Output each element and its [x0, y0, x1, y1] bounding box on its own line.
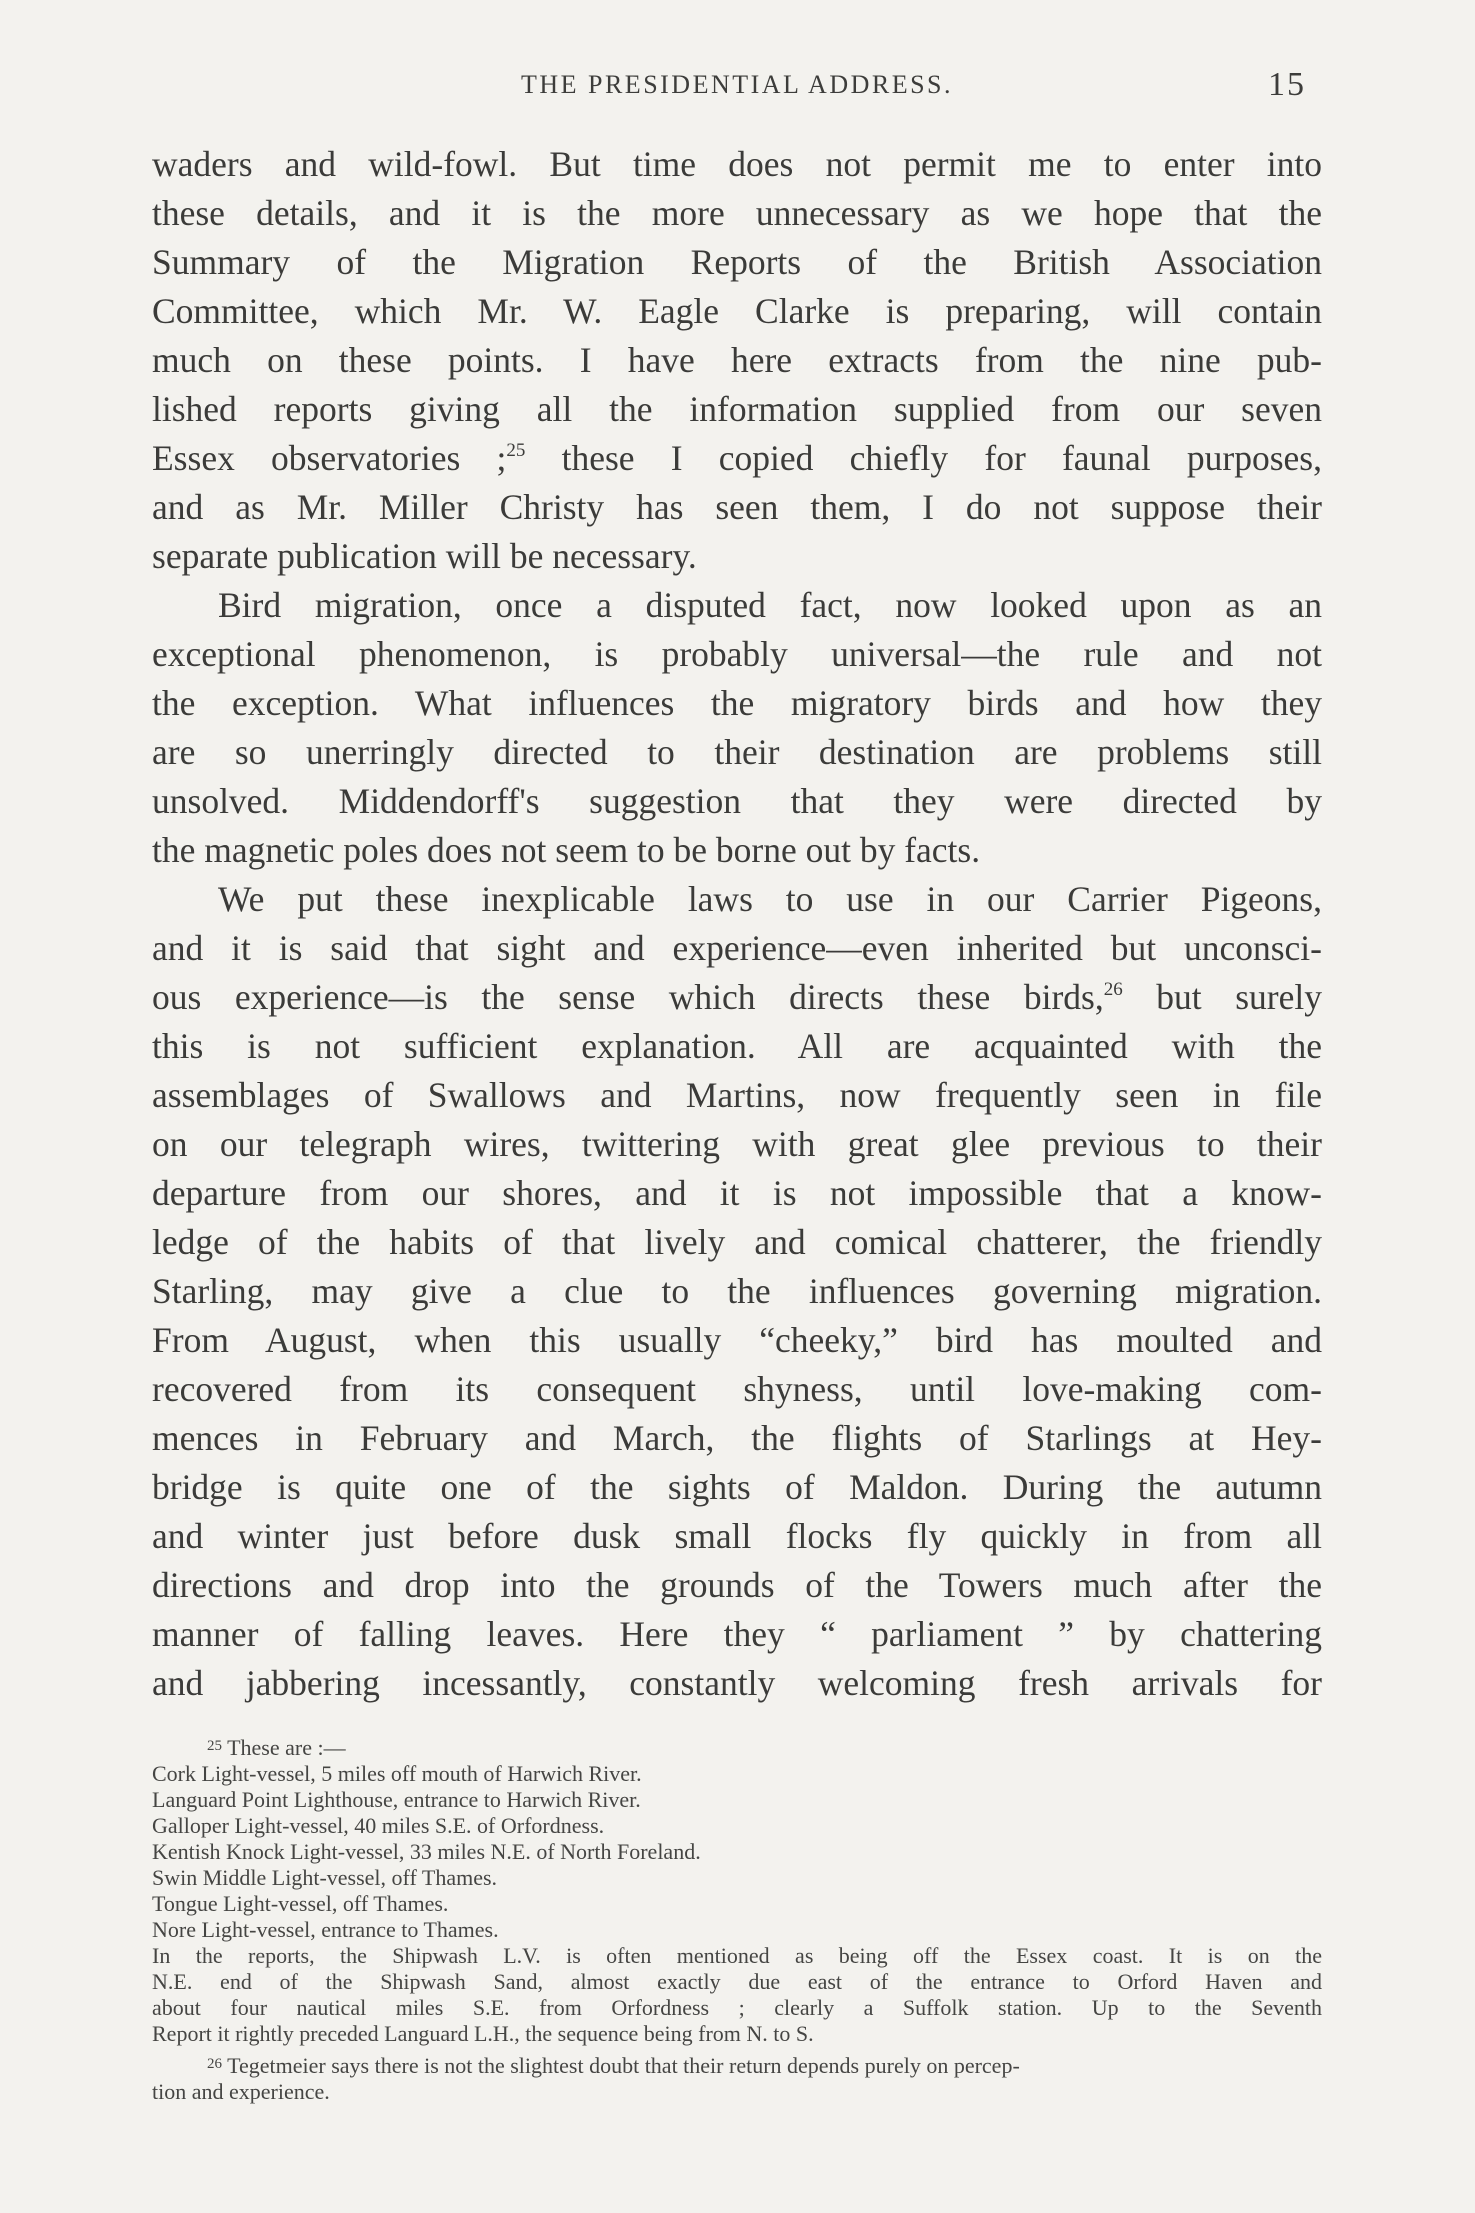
text-line: and jabbering incessantly, constantly welcoming fresh arrivals for: [152, 1663, 1322, 1703]
text-line: [152, 434, 1322, 483]
lightship-entry: Kentish Knock Light-vessel, 33 miles N.E. of North Foreland.: [152, 1839, 701, 1864]
text-line: waders and wild-fowl. But time does not permit me to enter into: [152, 144, 1322, 184]
footnote-note-line: about four nautical miles S.E. from Orfordness ; clearly a Suffolk station. Up to the Seventh: [152, 1995, 1322, 2020]
text-line: Starling, may give a clue to the influences governing migration.: [152, 1271, 1322, 1311]
footnote-25: [152, 1735, 1322, 2047]
text-line: mences in February and March, the flights of Starlings at Hey-: [152, 1418, 1322, 1458]
text-line: recovered from its consequent shyness, until love-making com-: [152, 1369, 1322, 1409]
line-segment: ous experience—is the sense which directs these birds,: [152, 977, 1104, 1017]
text-line: From August, when this usually “cheeky,” bird has moulted and: [152, 1320, 1322, 1360]
footnote-note-line: N.E. end of the Shipwash Sand, almost exactly due east of the entrance to Orford Haven and: [152, 1969, 1322, 1994]
body-text: [152, 140, 1322, 1708]
lightship-entry: Galloper Light-vessel, 40 miles S.E. of Orfordness.: [152, 1813, 605, 1838]
paragraph-first-line: We put these inexplicable laws to use in our Carrier Pigeons,: [218, 879, 1322, 919]
lightship-entry: Nore Light-vessel, entrance to Thames.: [152, 1917, 499, 1942]
text-line: and it is said that sight and experience—even inherited but unconsci-: [152, 928, 1322, 968]
text-line: much on these points. I have here extracts from the nine pub-: [152, 340, 1322, 380]
text-line: departure from our shores, and it is not impossible that a know-: [152, 1173, 1322, 1213]
footnote-note-line: Report it rightly preceded Languard L.H., the sequence being from N. to S.: [152, 2021, 814, 2046]
footnote-text-line: [152, 2053, 1322, 2079]
lightship-entry: Swin Middle Light-vessel, off Thames.: [152, 1865, 498, 1890]
text-line: manner of falling leaves. Here they “ parliament ” by chattering: [152, 1614, 1322, 1654]
text-line: Committee, which Mr. W. Eagle Clarke is preparing, will contain: [152, 291, 1322, 331]
footnote-marker: 25: [207, 1738, 222, 1754]
text-line: on our telegraph wires, twittering with great glee previous to their: [152, 1124, 1322, 1164]
running-title: THE PRESIDENTIAL ADDRESS.: [520, 70, 954, 99]
text-line: Summary of the Migration Reports of the British Association: [152, 242, 1322, 282]
text-line: these details, and it is the more unnecessary as we hope that the: [152, 193, 1322, 233]
text-line: directions and drop into the grounds of the Towers much after the: [152, 1565, 1322, 1605]
running-head: [152, 66, 1322, 110]
footnote-text: These are :—: [222, 1735, 346, 1760]
lightship-entry: Cork Light-vessel, 5 miles off mouth of Harwich River.: [152, 1761, 642, 1786]
footnote-intro: [152, 1735, 1322, 1761]
footnote-marker: 26: [207, 2056, 222, 2072]
text-line: this is not sufficient explanation. All are acquainted with the: [152, 1026, 1322, 1066]
text-line: the magnetic poles does not seem to be borne out by facts.: [152, 830, 981, 870]
line-segment: these I copied chiefly for faunal purposes,: [525, 438, 1322, 478]
text-line: ledge of the habits of that lively and comical chatterer, the friendly: [152, 1222, 1322, 1262]
text-line: separate publication will be necessary.: [152, 536, 697, 576]
text-line: and as Mr. Miller Christy has seen them, I do not suppose their: [152, 487, 1322, 527]
text-line: bridge is quite one of the sights of Maldon. During the autumn: [152, 1467, 1322, 1507]
lightship-entry: Tongue Light-vessel, off Thames.: [152, 1891, 449, 1916]
text-line: and winter just before dusk small flocks fly quickly in from all: [152, 1516, 1322, 1556]
text-line: are so unerringly directed to their destination are problems still: [152, 732, 1322, 772]
footnotes: [152, 1735, 1322, 2105]
footnote-reference-25[interactable]: 25: [506, 440, 526, 461]
footnote-reference-26[interactable]: 26: [1103, 979, 1123, 1000]
text-line: [152, 973, 1322, 1022]
paragraph-first-line: Bird migration, once a disputed fact, now looked upon as an: [218, 585, 1322, 625]
text-line: exceptional phenomenon, is probably universal—the rule and not: [152, 634, 1322, 674]
footnote-text-line: tion and experience.: [152, 2079, 330, 2104]
lightship-entry: Languard Point Lighthouse, entrance to Harwich River.: [152, 1787, 641, 1812]
footnote-text: Tegetmeier says there is not the slightest doubt that their return depends purely on percep-: [222, 2053, 1020, 2078]
text-line: the exception. What influences the migratory birds and how they: [152, 683, 1322, 723]
line-segment: but surely: [1122, 977, 1322, 1017]
text-line: lished reports giving all the information supplied from our seven: [152, 389, 1322, 429]
footnote-note-line: In the reports, the Shipwash L.V. is often mentioned as being off the Essex coast. It is on the: [152, 1943, 1322, 1968]
text-line: unsolved. Middendorff's suggestion that they were directed by: [152, 781, 1322, 821]
footnote-26: [152, 2053, 1322, 2105]
page-number: 15: [1268, 66, 1306, 103]
text-line: assemblages of Swallows and Martins, now frequently seen in file: [152, 1075, 1322, 1115]
line-segment: Essex observatories ;: [152, 438, 507, 478]
